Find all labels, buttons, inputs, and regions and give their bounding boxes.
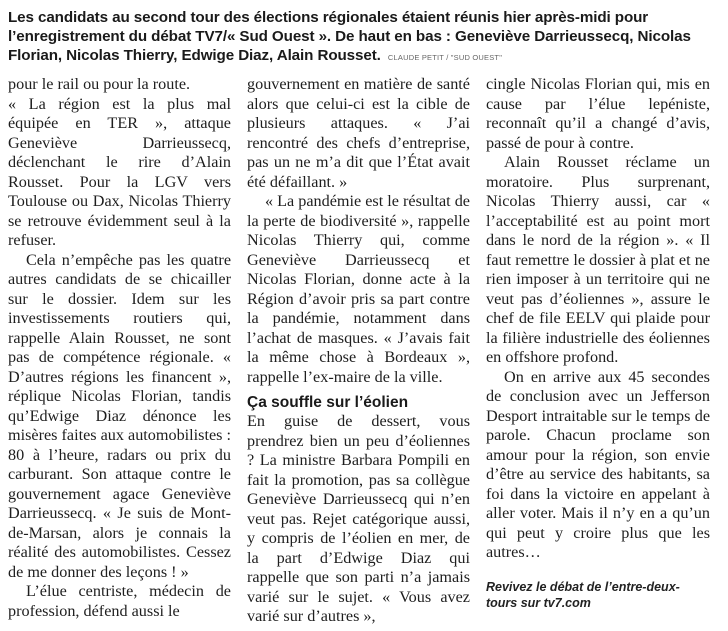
paragraph: On en arrive aux 45 secondes de conclusion avec un Jefferson Desport intraitable sur le temps de parole. Chacun proclame son amour pour la région, son envie d’être au service des habitants, sa foi dans la victoire en appelant à aller voter. Mais il n’y en a qu’un qui peut y croire plus que les autres… <box>486 367 710 561</box>
photo-caption <box>8 8 720 67</box>
paragraph: gouvernement en matière de santé alors que celui-ci est la cible de plusieurs attaques. « J’ai rencontré des chefs d’entreprise, pas un ne m’a dit que l’État avait été défaillant. » <box>247 75 470 191</box>
paragraph: cingle Nicolas Florian qui, mis en cause par l’élue lepéniste, reconnaît qu’il a changé d’avis, passé de pour à contre. <box>486 75 710 152</box>
paragraph: « La pandémie est le résultat de la perte de biodiversité », rappelle Nicolas Thierry qui, comme Geneviève Darrieussecq et Nicolas Florian, donne acte à la Région d’avoir pris sa part contre la pandémie, notamment dans l’achat de masques. « J’avais fait la même chose à Bordeaux », rappelle l’ex-maire de la ville. <box>247 192 470 386</box>
photo-credit: CLAUDE PETIT / "SUD OUEST" <box>387 53 503 62</box>
paragraph: Alain Rousset réclame un moratoire. Plus surprenant, Nicolas Thierry aussi, car « l’acceptabilité est au point mort dans le nord de la région ». « Il faut remettre le dossier à plat et ne rien imposer à un territoire qui ne veut pas d’éoliennes », assure le chef de file EELV qui plaide pour la filière industrielle des éoliennes en offshore profond. <box>486 153 710 366</box>
paragraph: pour le rail ou pour la route. <box>8 75 191 93</box>
section-subheading: Ça souffle sur l’éolien <box>247 394 409 411</box>
paragraph: « La région est la plus mal équipée en TER », attaque Geneviève Darrieussecq, déclenchant le rire d’Alain Rousset. Pour la LGV vers Toulouse ou Dax, Nicolas Thierry se retrouve évidemment seul à la refuser. <box>8 94 231 249</box>
article-column-1 <box>8 75 231 621</box>
paragraph: L’élue centriste, médecin de profession, défend aussi le <box>8 582 231 620</box>
article-column-3 <box>486 75 710 611</box>
replay-note: Revivez le débat de l’entre-deux-tours sur tv7.com <box>486 579 680 610</box>
paragraph: En guise de dessert, vous prendrez bien un peu d’éoliennes ? La ministre Barbara Pompili en fait la promotion, pas sa collègue Geneviève Darrieussecq qui n’en veut pas. Rejet catégorique aussi, y compris de l’éolien en mer, de la part d’Edwige Diaz qui rappelle que son parti n’a jamais varié sur le sujet. « Vous avez varié sur d’autres », <box>247 412 470 625</box>
paragraph: Cela n’empêche pas les quatre autres candidats de se chicailler sur le dossier. Idem sur les investissements routiers qui, rappelle Alain Rousset, ne sont pas de compétence régionale. « D’autres régions les financent », réplique Nicolas Florian, tandis qu’Edwige Diaz dénonce les misères faites aux automobilistes : 80 à l’heure, radars ou prix du carburant. Son attaque contre le gouvernement agace Geneviève Darrieussecq. « Je suis de Mont-de-Marsan, alors je connais la réalité des automobilistes. Cessez de me donner des leçons ! » <box>8 250 231 581</box>
article-column-2 <box>247 75 470 627</box>
caption-text: Les candidats au second tour des élections régionales étaient réunis hier après-midi pour l’enregistrement du débat TV7/« Sud Ouest ». De haut en bas : Geneviève Darrieussecq, Nicolas Florian, Nicolas Thierry, Edwige Diaz, Alain Rousset. <box>8 9 691 64</box>
